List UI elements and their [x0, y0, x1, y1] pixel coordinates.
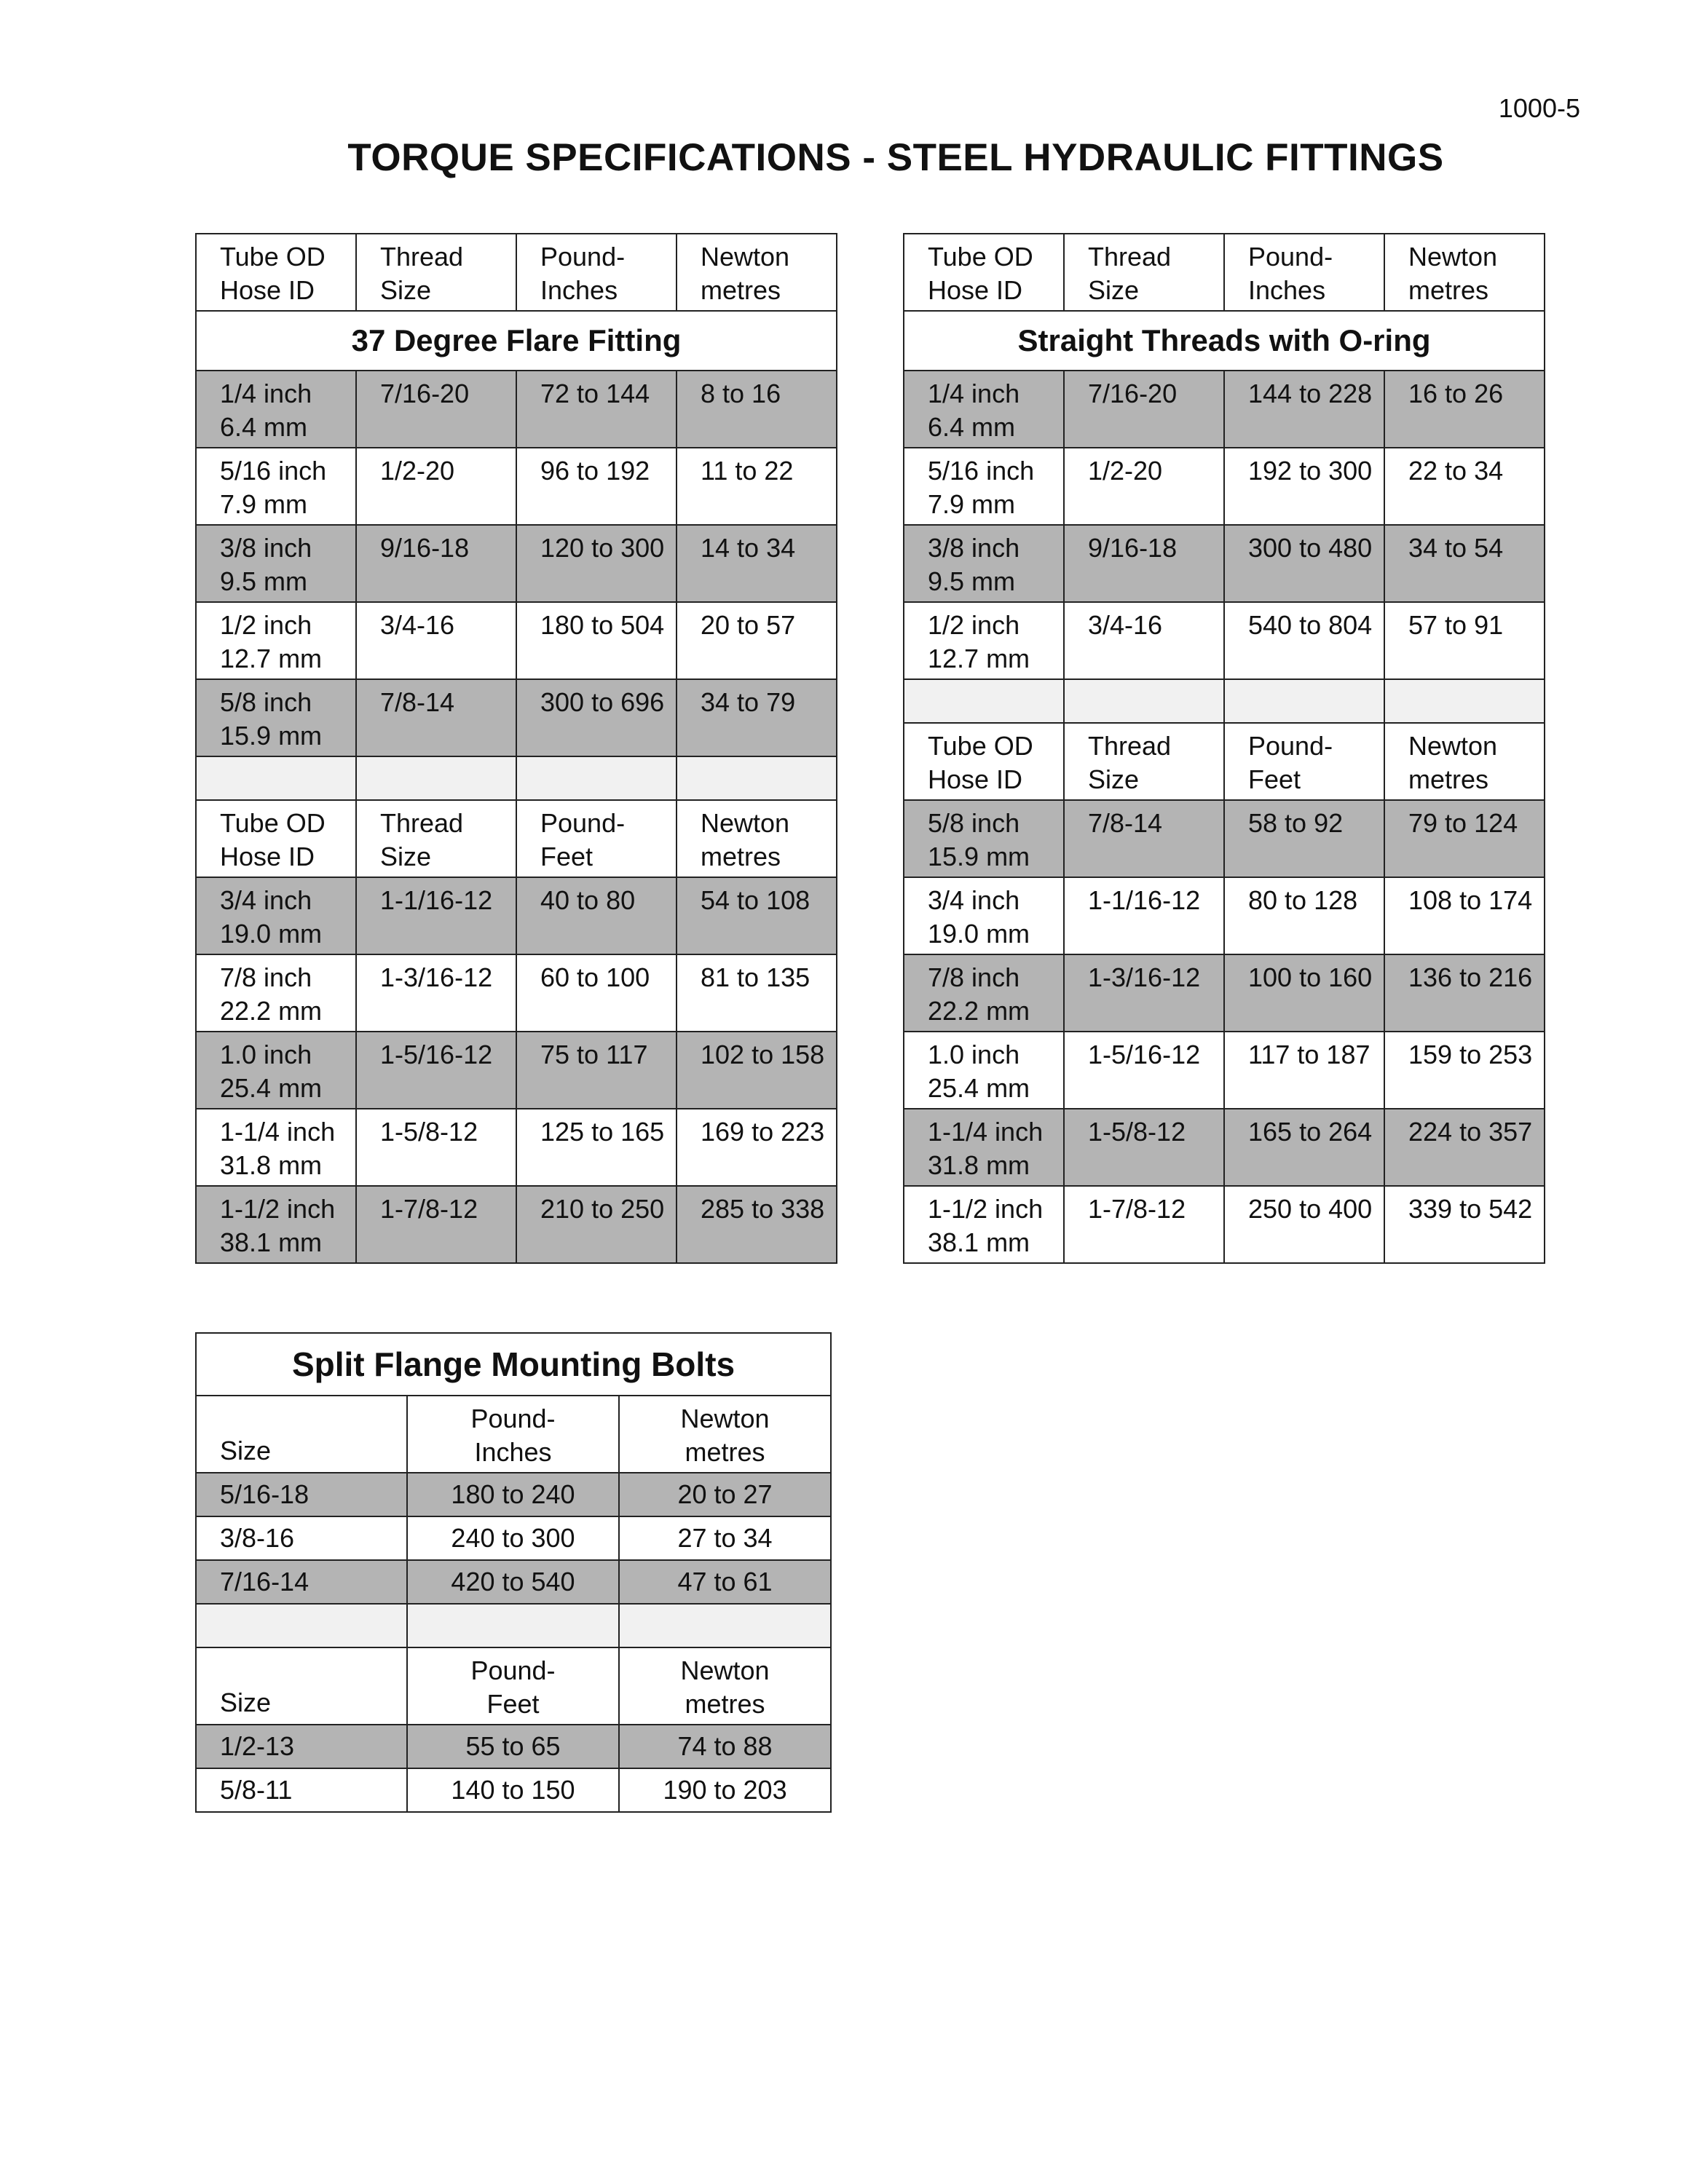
- header-row: [196, 1647, 831, 1725]
- table-row: [904, 800, 1545, 877]
- table-cell: 102 to 158: [677, 1032, 837, 1109]
- table-cell: 3/4 inch 19.0 mm: [196, 877, 356, 954]
- header-cell: Newton metres: [677, 234, 837, 311]
- table-cell: 34 to 79: [677, 679, 837, 756]
- table-row: [196, 1516, 831, 1560]
- table-cell: 100 to 160: [1224, 954, 1384, 1032]
- header-cell: Newton metres: [1384, 234, 1545, 311]
- header-cell: Tube OD Hose ID: [904, 723, 1064, 800]
- table-cell: 1.0 inch 25.4 mm: [904, 1032, 1064, 1109]
- table-cell: 14 to 34: [677, 525, 837, 602]
- table-cell: 210 to 250: [516, 1186, 677, 1263]
- table-cell: 125 to 165: [516, 1109, 677, 1186]
- table-row: [196, 371, 837, 448]
- table-split-flange-bolts: [195, 1332, 832, 1813]
- table-row: [196, 1473, 831, 1516]
- table-cell: 1-3/16-12: [356, 954, 516, 1032]
- table-cell: 1/2-20: [356, 448, 516, 525]
- header-cell: Pound- Inches: [1224, 234, 1384, 311]
- header-row: [196, 800, 837, 877]
- table-cell: 20 to 57: [677, 602, 837, 679]
- table-cell: 1-1/4 inch 31.8 mm: [196, 1109, 356, 1186]
- empty-cell: [677, 756, 837, 800]
- table-cell: 34 to 54: [1384, 525, 1545, 602]
- table-cell: 5/8 inch 15.9 mm: [904, 800, 1064, 877]
- table-cell: 1/2-20: [1064, 448, 1224, 525]
- header-cell: Thread Size: [1064, 723, 1224, 800]
- spacer-row: [196, 756, 837, 800]
- table-cell: 1/2-13: [196, 1725, 407, 1768]
- table-row: [904, 954, 1545, 1032]
- empty-cell: [619, 1604, 831, 1647]
- table-cell: 180 to 504: [516, 602, 677, 679]
- table-cell: 54 to 108: [677, 877, 837, 954]
- table-row: [904, 448, 1545, 525]
- table-cell: 540 to 804: [1224, 602, 1384, 679]
- table-cell: 117 to 187: [1224, 1032, 1384, 1109]
- table-cell: 1.0 inch 25.4 mm: [196, 1032, 356, 1109]
- header-cell: Thread Size: [1064, 234, 1224, 311]
- table-cell: 9/16-18: [356, 525, 516, 602]
- table-cell: 60 to 100: [516, 954, 677, 1032]
- empty-cell: [1384, 679, 1545, 723]
- table-cell: 420 to 540: [407, 1560, 619, 1604]
- header-cell: Thread Size: [356, 234, 516, 311]
- table-cell: 1-1/16-12: [1064, 877, 1224, 954]
- table-row: [196, 448, 837, 525]
- table-cell: 47 to 61: [619, 1560, 831, 1604]
- header-cell: Size: [196, 1396, 407, 1473]
- empty-cell: [196, 1604, 407, 1647]
- table-cell: 1-5/8-12: [356, 1109, 516, 1186]
- section-row: [904, 311, 1545, 371]
- table-cell: 250 to 400: [1224, 1186, 1384, 1263]
- header-cell: Size: [196, 1647, 407, 1725]
- table-cell: 27 to 34: [619, 1516, 831, 1560]
- table-37-degree-flare: [195, 233, 837, 1264]
- table-row: [196, 1725, 831, 1768]
- table-cell: 5/16 inch 7.9 mm: [904, 448, 1064, 525]
- table-cell: 300 to 696: [516, 679, 677, 756]
- page-title: TORQUE SPECIFICATIONS - STEEL HYDRAULIC FITTINGS: [347, 136, 1444, 179]
- table-cell: 7/8 inch 22.2 mm: [196, 954, 356, 1032]
- table-cell: 224 to 357: [1384, 1109, 1545, 1186]
- table-title: Split Flange Mounting Bolts: [196, 1333, 831, 1396]
- table-cell: 180 to 240: [407, 1473, 619, 1516]
- table-cell: 58 to 92: [1224, 800, 1384, 877]
- table-cell: 1-5/8-12: [1064, 1109, 1224, 1186]
- table-row: [196, 954, 837, 1032]
- table-row: [904, 1109, 1545, 1186]
- table-cell: 7/8-14: [1064, 800, 1224, 877]
- table-cell: 74 to 88: [619, 1725, 831, 1768]
- table-row: [904, 1186, 1545, 1263]
- table-cell: 165 to 264: [1224, 1109, 1384, 1186]
- section-row: [196, 311, 837, 371]
- table-row: [196, 1560, 831, 1604]
- table-cell: 192 to 300: [1224, 448, 1384, 525]
- header-cell: Newton metres: [619, 1647, 831, 1725]
- table-cell: 3/8 inch 9.5 mm: [904, 525, 1064, 602]
- table-cell: 81 to 135: [677, 954, 837, 1032]
- table-row: [904, 602, 1545, 679]
- header-cell: Pound- Feet: [516, 800, 677, 877]
- table-cell: 159 to 253: [1384, 1032, 1545, 1109]
- table-cell: 140 to 150: [407, 1768, 619, 1812]
- table-cell: 1-1/2 inch 38.1 mm: [904, 1186, 1064, 1263]
- table-cell: 3/4 inch 19.0 mm: [904, 877, 1064, 954]
- header-row: [904, 234, 1545, 311]
- table-row: [196, 1768, 831, 1812]
- table-cell: 339 to 542: [1384, 1186, 1545, 1263]
- table-cell: 1-1/4 inch 31.8 mm: [904, 1109, 1064, 1186]
- table-cell: 285 to 338: [677, 1186, 837, 1263]
- table-row: [196, 525, 837, 602]
- table-row: [904, 1032, 1545, 1109]
- section-title: 37 Degree Flare Fitting: [196, 311, 837, 371]
- table-row: [196, 1032, 837, 1109]
- table-cell: 3/4-16: [1064, 602, 1224, 679]
- header-cell: Tube OD Hose ID: [196, 800, 356, 877]
- table-cell: 1-5/16-12: [356, 1032, 516, 1109]
- header-cell: Newton metres: [1384, 723, 1545, 800]
- header-cell: Tube OD Hose ID: [904, 234, 1064, 311]
- table-row: [196, 679, 837, 756]
- table-cell: 190 to 203: [619, 1768, 831, 1812]
- header-cell: Newton metres: [677, 800, 837, 877]
- table-cell: 22 to 34: [1384, 448, 1545, 525]
- table-cell: 57 to 91: [1384, 602, 1545, 679]
- table-cell: 136 to 216: [1384, 954, 1545, 1032]
- page-number: 1000-5: [1498, 93, 1580, 123]
- table-straight-threads-o-ring: [903, 233, 1545, 1264]
- table-cell: 1/2 inch 12.7 mm: [904, 602, 1064, 679]
- table-cell: 1/4 inch 6.4 mm: [196, 371, 356, 448]
- table-cell: 1-5/16-12: [1064, 1032, 1224, 1109]
- header-row: [196, 1396, 831, 1473]
- table-cell: 1-3/16-12: [1064, 954, 1224, 1032]
- table-cell: 1-7/8-12: [1064, 1186, 1224, 1263]
- table-cell: 240 to 300: [407, 1516, 619, 1560]
- empty-cell: [356, 756, 516, 800]
- table-cell: 20 to 27: [619, 1473, 831, 1516]
- table-row: [904, 371, 1545, 448]
- table-cell: 3/8 inch 9.5 mm: [196, 525, 356, 602]
- table-cell: 3/4-16: [356, 602, 516, 679]
- spacer-row: [904, 679, 1545, 723]
- table-cell: 5/8 inch 15.9 mm: [196, 679, 356, 756]
- table-row: [196, 1109, 837, 1186]
- section-title: Straight Threads with O-ring: [904, 311, 1545, 371]
- table-cell: 5/16-18: [196, 1473, 407, 1516]
- table-cell: 7/16-20: [356, 371, 516, 448]
- table-cell: 7/16-14: [196, 1560, 407, 1604]
- table-cell: 7/8-14: [356, 679, 516, 756]
- empty-cell: [1224, 679, 1384, 723]
- table-cell: 144 to 228: [1224, 371, 1384, 448]
- table-cell: 75 to 117: [516, 1032, 677, 1109]
- table-cell: 120 to 300: [516, 525, 677, 602]
- header-cell: Tube OD Hose ID: [196, 234, 356, 311]
- table-cell: 80 to 128: [1224, 877, 1384, 954]
- empty-cell: [407, 1604, 619, 1647]
- table-row: [196, 602, 837, 679]
- header-row: [904, 723, 1545, 800]
- table-cell: 5/16 inch 7.9 mm: [196, 448, 356, 525]
- header-cell: Thread Size: [356, 800, 516, 877]
- empty-cell: [904, 679, 1064, 723]
- table-cell: 3/8-16: [196, 1516, 407, 1560]
- empty-cell: [1064, 679, 1224, 723]
- table-cell: 55 to 65: [407, 1725, 619, 1768]
- spacer-row: [196, 1604, 831, 1647]
- table-row: [196, 877, 837, 954]
- table-cell: 79 to 124: [1384, 800, 1545, 877]
- table-row: [196, 1186, 837, 1263]
- header-cell: Newton metres: [619, 1396, 831, 1473]
- header-cell: Pound- Inches: [407, 1396, 619, 1473]
- empty-cell: [196, 756, 356, 800]
- table-cell: 8 to 16: [677, 371, 837, 448]
- title-row: [196, 1333, 831, 1396]
- table-cell: 7/8 inch 22.2 mm: [904, 954, 1064, 1032]
- table-cell: 1/2 inch 12.7 mm: [196, 602, 356, 679]
- empty-cell: [516, 756, 677, 800]
- table-cell: 1-1/16-12: [356, 877, 516, 954]
- table-cell: 108 to 174: [1384, 877, 1545, 954]
- table-cell: 11 to 22: [677, 448, 837, 525]
- table-cell: 169 to 223: [677, 1109, 837, 1186]
- table-cell: 96 to 192: [516, 448, 677, 525]
- table-row: [904, 877, 1545, 954]
- header-cell: Pound- Inches: [516, 234, 677, 311]
- header-cell: Pound- Feet: [407, 1647, 619, 1725]
- table-cell: 40 to 80: [516, 877, 677, 954]
- table-cell: 5/8-11: [196, 1768, 407, 1812]
- table-cell: 300 to 480: [1224, 525, 1384, 602]
- table-row: [904, 525, 1545, 602]
- table-cell: 1-1/2 inch 38.1 mm: [196, 1186, 356, 1263]
- table-cell: 1/4 inch 6.4 mm: [904, 371, 1064, 448]
- table-cell: 72 to 144: [516, 371, 677, 448]
- header-cell: Pound- Feet: [1224, 723, 1384, 800]
- header-row: [196, 234, 837, 311]
- table-cell: 16 to 26: [1384, 371, 1545, 448]
- table-cell: 9/16-18: [1064, 525, 1224, 602]
- table-cell: 7/16-20: [1064, 371, 1224, 448]
- table-cell: 1-7/8-12: [356, 1186, 516, 1263]
